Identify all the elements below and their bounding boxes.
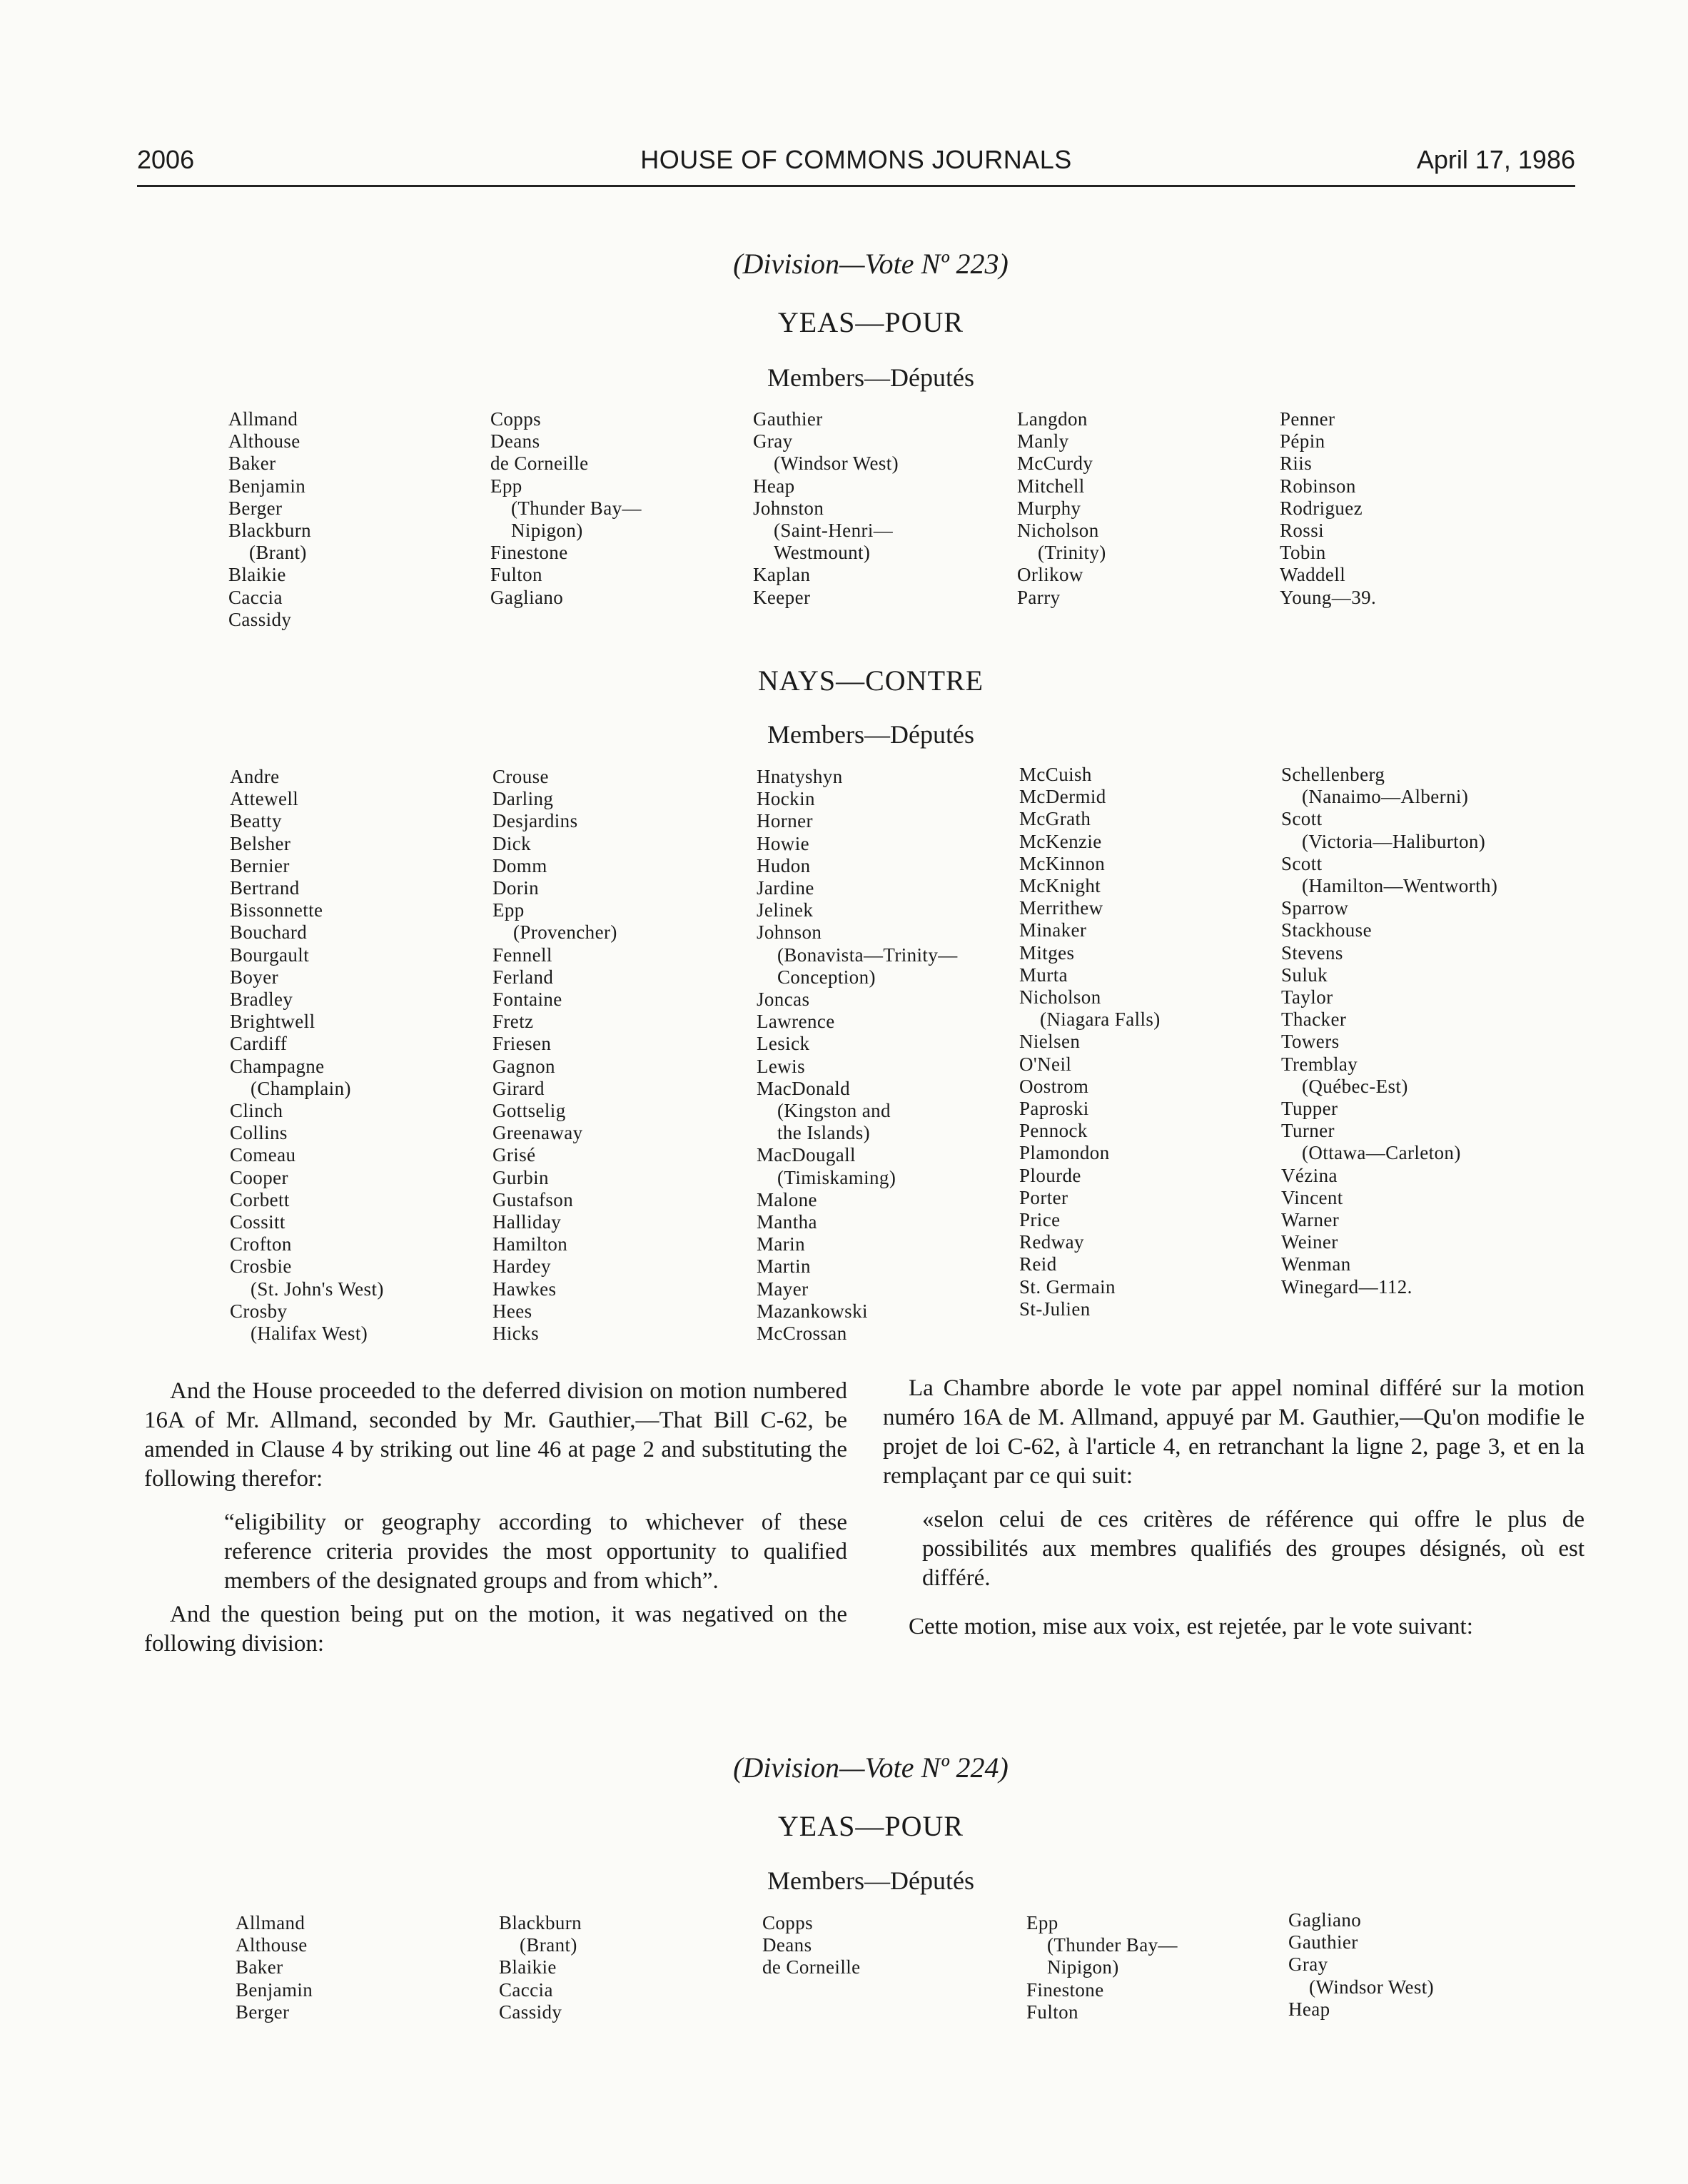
member-name: Corbett	[230, 1188, 290, 1210]
member-name: Oostrom	[1019, 1075, 1089, 1097]
member-name: Scott	[1281, 808, 1323, 830]
member-name: Bourgault	[230, 944, 310, 966]
member-name: Caccia	[499, 1978, 553, 2001]
member-name: Waddell	[1280, 564, 1346, 586]
member-name: Crosbie	[230, 1255, 292, 1278]
member-name: Allmand	[236, 1912, 305, 1933]
member-name: Winegard—112.	[1281, 1275, 1412, 1298]
member-name: de Corneille	[490, 453, 589, 475]
member-name: Cardiff	[230, 1033, 288, 1055]
member-name: Merrithew	[1019, 897, 1103, 919]
yeas-224-column-2	[499, 1912, 582, 2023]
member-name: Schellenberg	[1281, 764, 1385, 785]
member-name: Beatty	[230, 810, 282, 832]
member-name: Nipigon)	[1047, 1956, 1119, 1978]
motion-quote-english: “eligibility or geography according to whichever of these reference criteria provides the most opportunity to qualified members of the designated groups and from which”.	[224, 1510, 847, 1594]
yeas-223-column-1	[228, 408, 311, 631]
division-223-title: (Division—Vote Nº 223)	[733, 248, 1009, 280]
yeas-224-column-4	[1026, 1912, 1178, 2023]
division-223-yeas-heading: YEAS—POUR	[777, 306, 964, 338]
member-name: Cassidy	[499, 2001, 562, 2023]
member-name: Althouse	[228, 430, 300, 453]
member-name: Finestone	[490, 542, 568, 564]
member-name: Allmand	[228, 408, 298, 430]
member-name: Crofton	[230, 1233, 292, 1255]
member-name: Andre	[230, 766, 280, 787]
member-name: de Corneille	[762, 1956, 861, 1978]
member-name: Murta	[1019, 964, 1068, 986]
member-name: (Victoria—Haliburton)	[1302, 830, 1486, 852]
member-name: Epp	[492, 899, 525, 921]
nays-223-column-5	[1281, 764, 1497, 1298]
motion-quote-french: «selon celui de ces critères de référence qui offre le plus de possibilités aux membres qualifiés des groupes désignés, où est différé.	[922, 1507, 1585, 1591]
member-name: Rossi	[1280, 520, 1325, 542]
member-name: (Thunder Bay—	[511, 497, 642, 519]
member-name: Joncas	[757, 989, 810, 1011]
member-name: Bradley	[230, 989, 293, 1011]
member-name: Redway	[1019, 1231, 1084, 1253]
member-name: Gottselig	[492, 1100, 566, 1122]
member-name: McDermid	[1019, 786, 1106, 808]
member-name: Langdon	[1017, 408, 1088, 430]
member-name: Fulton	[490, 564, 542, 586]
member-name: (Trinity)	[1038, 542, 1106, 564]
member-name: Fontaine	[492, 989, 562, 1011]
member-name: (Timiskaming)	[777, 1166, 896, 1188]
member-name: Hamilton	[492, 1233, 568, 1255]
division-224-title: (Division—Vote Nº 224)	[733, 1751, 1009, 1784]
member-name: Nicholson	[1019, 986, 1101, 1008]
member-name: Scott	[1281, 852, 1323, 874]
member-name: Turner	[1281, 1120, 1335, 1142]
member-name: Gagliano	[1288, 1909, 1362, 1931]
member-name: McCrossan	[757, 1323, 847, 1345]
member-name: Fennell	[492, 944, 552, 966]
page-header	[137, 145, 1575, 187]
member-name: Cassidy	[228, 608, 292, 630]
member-name: Gagliano	[490, 586, 564, 608]
member-name: Dorin	[492, 877, 539, 899]
yeas-223-column-2	[490, 408, 642, 609]
member-name: MacDonald	[757, 1077, 851, 1099]
member-name: Nicholson	[1017, 520, 1099, 542]
division-224-yeas-members-label: Members—Députés	[767, 1866, 974, 1895]
nays-223-column-2	[492, 766, 617, 1345]
member-name: (Ottawa—Carleton)	[1302, 1142, 1461, 1164]
member-name: Mitges	[1019, 941, 1075, 964]
member-name: Bouchard	[230, 921, 308, 944]
member-name: Paproski	[1019, 1098, 1089, 1120]
member-name: Althouse	[236, 1934, 308, 1956]
member-name: Ferland	[492, 966, 554, 988]
member-name: Deans	[490, 430, 540, 453]
member-name: Deans	[762, 1934, 812, 1956]
member-name: Champagne	[230, 1055, 325, 1077]
member-name: Mitchell	[1017, 475, 1085, 497]
member-name: Nielsen	[1019, 1031, 1081, 1053]
member-name: (St. John's West)	[251, 1278, 384, 1300]
member-name: Greenaway	[492, 1122, 583, 1144]
member-name: Friesen	[492, 1033, 552, 1055]
member-name: Thacker	[1281, 1008, 1347, 1031]
member-name: Sparrow	[1281, 897, 1349, 919]
member-name: Heap	[753, 475, 795, 497]
member-name: Brightwell	[230, 1011, 315, 1033]
member-name: St. Germain	[1019, 1275, 1116, 1298]
member-name: (Halifax West)	[251, 1323, 368, 1345]
member-name: (Hamilton—Wentworth)	[1302, 875, 1498, 897]
yeas-223-column-4	[1017, 408, 1106, 609]
member-name: (Thunder Bay—	[1047, 1934, 1178, 1956]
member-name: Price	[1019, 1209, 1061, 1231]
member-name: (Nanaimo—Alberni)	[1302, 786, 1469, 808]
member-name: Jardine	[757, 877, 814, 899]
member-name: Riis	[1280, 453, 1313, 475]
yeas-224-column-3	[762, 1912, 861, 1979]
member-name: Stackhouse	[1281, 919, 1372, 941]
member-name: Tobin	[1280, 542, 1326, 564]
member-name: Hicks	[492, 1323, 539, 1345]
member-name: Tupper	[1281, 1098, 1338, 1120]
member-name: Gurbin	[492, 1166, 549, 1188]
member-name: Blackburn	[228, 520, 312, 542]
member-name: Gray	[753, 430, 793, 453]
division-224-yeas-heading: YEAS—POUR	[777, 1810, 964, 1842]
member-name: Manly	[1017, 430, 1069, 453]
member-name: Jelinek	[757, 899, 814, 921]
member-name: Darling	[492, 788, 554, 810]
member-name: (Brant)	[520, 1934, 577, 1956]
journal-title: HOUSE OF COMMONS JOURNALS	[640, 145, 1072, 174]
member-name: Belsher	[230, 832, 291, 854]
member-name: Weiner	[1281, 1231, 1338, 1253]
member-name: Gray	[1288, 1953, 1328, 1976]
division-223-yeas-members-label: Members—Députés	[767, 363, 974, 392]
member-name: Blaikie	[499, 1956, 557, 1978]
member-name: Bissonnette	[230, 899, 323, 921]
member-name: Gauthier	[753, 408, 823, 430]
member-name: Parry	[1017, 586, 1061, 608]
member-name: Benjamin	[236, 1978, 313, 2001]
member-name: Blackburn	[499, 1912, 582, 1933]
motion-result-french: Cette motion, mise aux voix, est rejetée, par le vote suivant:	[909, 1614, 1473, 1639]
yeas-224-column-5	[1288, 1909, 1434, 2021]
member-name: Howie	[757, 832, 809, 854]
member-name: Robinson	[1280, 475, 1356, 497]
member-name: Plamondon	[1019, 1142, 1110, 1164]
member-name: Mayer	[757, 1278, 809, 1300]
yeas-223-column-3	[753, 408, 899, 609]
nays-223-column-1	[230, 766, 384, 1345]
member-name: Tremblay	[1281, 1053, 1358, 1075]
member-name: Porter	[1019, 1186, 1068, 1208]
member-name: Copps	[490, 408, 542, 430]
member-name: Berger	[228, 497, 283, 519]
member-name: Epp	[1026, 1912, 1058, 1933]
member-name: Hardey	[492, 1255, 551, 1278]
member-name: Fulton	[1026, 2001, 1078, 2023]
member-name: Lesick	[757, 1033, 810, 1055]
member-name: Minaker	[1019, 919, 1087, 941]
motion-intro-french: La Chambre aborde le vote par appel nominal différé sur la motion numéro 16A de M. Allmand, appuyé par M. Gauthier,—Qu'on modifie le projet de loi C-62, à l'article 4, en retranchant la ligne 2, page 3, et en la remplaçant par ce qui suit:	[883, 1375, 1585, 1489]
member-name: Dick	[492, 832, 532, 854]
member-name: Comeau	[230, 1144, 296, 1166]
member-name: (Windsor West)	[1309, 1976, 1435, 1998]
member-name: Cossitt	[230, 1211, 285, 1233]
member-name: Horner	[757, 810, 813, 832]
member-name: Cooper	[230, 1166, 288, 1188]
member-name: Halliday	[492, 1211, 562, 1233]
member-name: (Saint-Henri—	[774, 520, 894, 542]
member-name: Epp	[490, 475, 522, 497]
member-name: Johnson	[757, 921, 822, 944]
member-name: (Bonavista—Trinity—	[777, 944, 958, 966]
member-name: Pépin	[1280, 430, 1325, 453]
member-name: Pennock	[1019, 1120, 1088, 1142]
member-name: Gustafson	[492, 1188, 574, 1210]
member-name: Benjamin	[228, 475, 306, 497]
member-name: Plourde	[1019, 1164, 1081, 1186]
member-name: Desjardins	[492, 810, 578, 832]
member-name: Vézina	[1281, 1164, 1338, 1186]
member-name: Westmount)	[774, 542, 871, 564]
member-name: Crosby	[230, 1300, 288, 1322]
member-name: Bertrand	[230, 877, 300, 899]
member-name: McGrath	[1019, 808, 1091, 830]
member-name: Vincent	[1281, 1186, 1343, 1208]
member-name: Berger	[236, 2001, 290, 2023]
member-name: Blaikie	[228, 564, 286, 586]
member-name: McKnight	[1019, 875, 1101, 897]
member-name: Hnatyshyn	[757, 766, 843, 787]
member-name: Crouse	[492, 766, 549, 787]
member-name: Malone	[757, 1188, 817, 1210]
member-name: (Kingston and	[777, 1100, 891, 1122]
member-name: Heap	[1288, 1998, 1330, 2020]
member-name: McCurdy	[1017, 453, 1093, 475]
member-name: Gagnon	[492, 1055, 555, 1077]
member-name: Nipigon)	[511, 520, 583, 542]
member-name: McCuish	[1019, 764, 1092, 785]
division-223-nays-heading: NAYS—CONTRE	[757, 664, 984, 697]
motion-intro-english: And the House proceeded to the deferred division on motion numbered 16A of Mr. Allmand, seconded by Mr. Gauthier,—That Bill C-62, be amended in Clause 4 by striking out line 46 at page 2 and substituting the following therefor:	[144, 1378, 847, 1492]
member-name: O'Neil	[1019, 1053, 1072, 1075]
member-name: Domm	[492, 854, 547, 876]
member-name: MacDougall	[757, 1144, 856, 1166]
member-name: Suluk	[1281, 964, 1328, 986]
member-name: Girard	[492, 1077, 545, 1099]
member-name: (Provencher)	[513, 921, 617, 944]
member-name: Young—39.	[1280, 586, 1377, 608]
member-name: Mantha	[757, 1211, 817, 1233]
member-name: Murphy	[1017, 497, 1081, 519]
member-name: Reid	[1019, 1253, 1057, 1275]
member-name: Fretz	[492, 1011, 534, 1033]
member-name: Collins	[230, 1122, 288, 1144]
member-name: Boyer	[230, 966, 278, 988]
member-name: Rodriguez	[1280, 497, 1363, 519]
member-name: Baker	[228, 453, 276, 475]
member-name: Martin	[757, 1255, 811, 1278]
member-name: Lawrence	[757, 1011, 835, 1033]
member-name: Hawkes	[492, 1278, 557, 1300]
motion-result-english: And the question being put on the motion, it was negatived on the following division:	[144, 1602, 847, 1657]
member-name: Baker	[236, 1956, 283, 1978]
member-name: Grisé	[492, 1144, 536, 1166]
member-name: Orlikow	[1017, 564, 1083, 586]
member-name: Warner	[1281, 1209, 1340, 1231]
motion-text-english	[144, 1377, 847, 1659]
member-name: Attewell	[230, 788, 299, 810]
member-name: St-Julien	[1019, 1298, 1091, 1320]
member-name: Marin	[757, 1233, 805, 1255]
member-name: Stevens	[1281, 941, 1343, 964]
member-name: (Brant)	[249, 542, 307, 564]
member-name: Taylor	[1281, 986, 1333, 1008]
nays-223-column-3	[757, 766, 958, 1345]
member-name: Finestone	[1026, 1978, 1104, 2001]
page-date: April 17, 1986	[1416, 145, 1575, 174]
division-223-nays-members-label: Members—Députés	[767, 720, 974, 749]
member-name: Hees	[492, 1300, 532, 1322]
member-name: Copps	[762, 1912, 814, 1933]
member-name: Johnston	[753, 497, 824, 519]
motion-text-french	[883, 1374, 1585, 1642]
nays-223-column-4	[1019, 764, 1161, 1320]
member-name: Kaplan	[753, 564, 811, 586]
member-name: (Windsor West)	[774, 453, 899, 475]
member-name: Gauthier	[1288, 1931, 1358, 1953]
page-number: 2006	[137, 145, 195, 174]
member-name: Wenman	[1281, 1253, 1351, 1275]
member-name: Keeper	[753, 586, 811, 608]
member-name: (Niagara Falls)	[1040, 1008, 1161, 1031]
member-name: Conception)	[777, 966, 876, 988]
member-name: the Islands)	[777, 1122, 871, 1144]
member-name: Hudon	[757, 854, 811, 876]
member-name: Clinch	[230, 1100, 283, 1122]
member-name: Lewis	[757, 1055, 805, 1077]
member-name: Bernier	[230, 854, 290, 876]
member-name: Mazankowski	[757, 1300, 868, 1322]
member-name: Hockin	[757, 788, 815, 810]
member-name: (Québec-Est)	[1302, 1075, 1408, 1097]
member-name: (Champlain)	[251, 1077, 351, 1099]
member-name: McKinnon	[1019, 852, 1106, 874]
yeas-223-column-5	[1280, 408, 1376, 609]
member-name: McKenzie	[1019, 830, 1102, 852]
member-name: Towers	[1281, 1031, 1340, 1053]
member-name: Caccia	[228, 586, 283, 608]
yeas-224-column-1	[236, 1912, 313, 2023]
member-name: Penner	[1280, 408, 1335, 430]
